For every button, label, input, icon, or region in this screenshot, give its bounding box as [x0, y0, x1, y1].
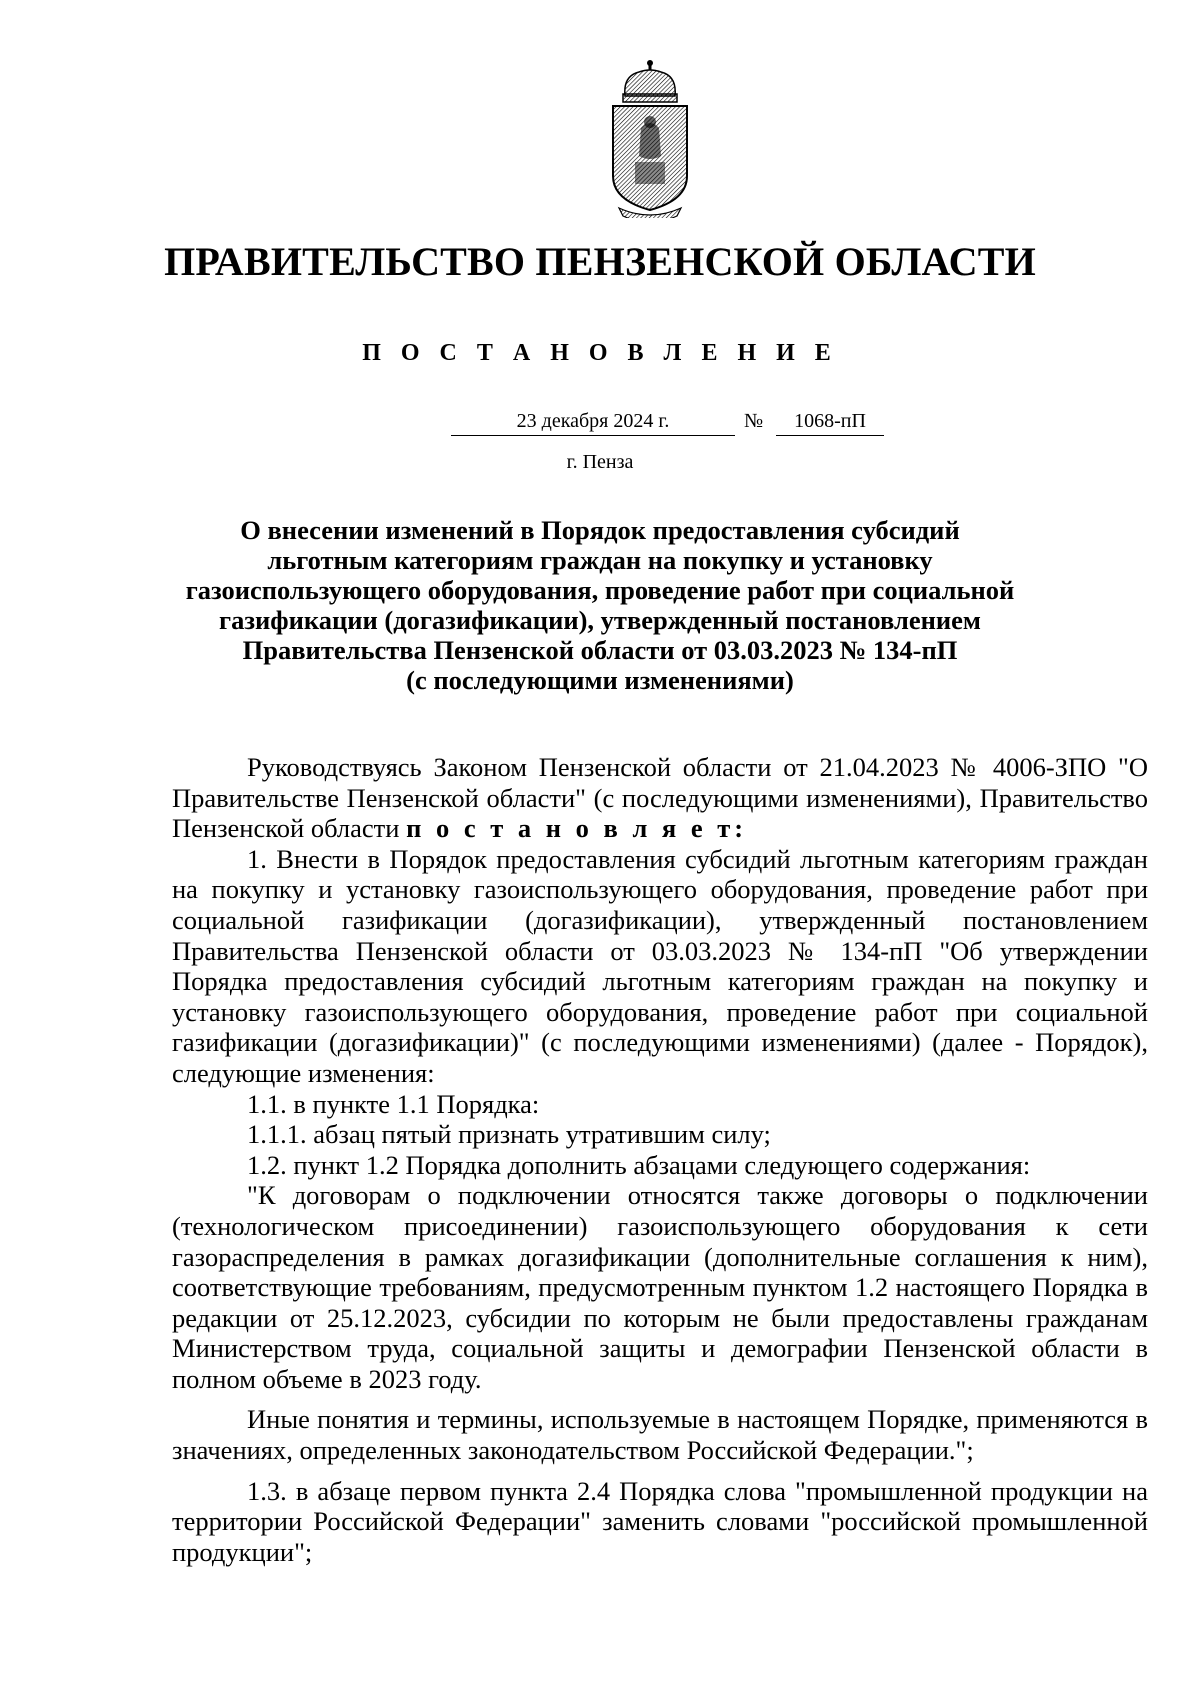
- city: г. Пенза: [566, 451, 634, 473]
- decree-word: п о с т а н о в л я е т:: [406, 813, 748, 844]
- item-1-paragraph: 1. Внести в Порядок предоставления субсидий льготным категориям граждан на покупку и установку газоиспользующего оборудования, проведение работ при социальной газификации (догазификации), утвержденный постановлением Правительства Пензенской области от 03.03.2023 № 134-пП "Об утверждении Порядка предоставления субсидий льготным категориям граждан на покупку и установку газоиспользующего оборудования, проведение работ при социальной газификации (догазификации)" (с последующими изменениями) (далее - Порядок), следующие изменения:: [172, 843, 1148, 1088]
- quote-paragraph-2: Иные понятия и термины, используемые в настоящем Порядке, применяются в значениях, определенных законодательством Российской Федерации.";: [172, 1404, 1148, 1466]
- heading-line: (с последующими изменениями): [406, 665, 794, 695]
- heading-line: О внесении изменений в Порядок предоставления субсидий: [240, 515, 960, 545]
- document-heading: [150, 515, 1050, 695]
- document-body: [172, 752, 1148, 1567]
- heading-line: Правительства Пензенской области от 03.03.2023 № 134-пП: [242, 635, 958, 665]
- item-1-1-paragraph: 1.1. в пункте 1.1 Порядка:: [247, 1088, 540, 1119]
- item-1-2-paragraph: 1.2. пункт 1.2 Порядка дополнить абзацами следующего содержания:: [247, 1149, 1031, 1180]
- heading-line: газоиспользующего оборудования, проведение работ при социальной: [185, 575, 1015, 605]
- quote-paragraph-1: "К договорам о подключении относятся также договоры о подключении (технологическом присоединении) газоиспользующего оборудования к сети газораспределения в рамках догазификации (дополнительные соглашения к ним), соответствующие требованиям, предусмотренным пунктом 1.2 настоящего Порядка в редакции от 25.12.2023, субсидии по которым не были предоставлены гражданам Министерством труда, социальной защиты и демографии Пензенской области в полном объеме в 2023 году.: [172, 1180, 1148, 1394]
- document-number: 1068-пП: [776, 410, 884, 436]
- date-number-line: [451, 410, 884, 440]
- organization-title: ПРАВИТЕЛЬСТВО ПЕНЗЕНСКОЙ ОБЛАСТИ: [164, 239, 1036, 284]
- coat-of-arms-emblem: [605, 58, 695, 218]
- number-sign: №: [744, 410, 764, 432]
- item-1-3-paragraph: 1.3. в абзаце первом пункта 2.4 Порядка слова "промышленной продукции на территории Российской Федерации" заменить словами "российской промышленной продукции";: [172, 1475, 1148, 1567]
- heading-line: газификации (догазификации), утвержденный постановлением: [219, 605, 981, 635]
- preamble-text: Руководствуясь Законом Пензенской области от 21.04.2023 № 4006-ЗПО "О Правительстве Пензенской области" (с последующими изменениями), Правительство Пензенской области: [172, 752, 1148, 844]
- document-date: 23 декабря 2024 г.: [451, 410, 735, 436]
- item-1-1-1-paragraph: 1.1.1. абзац пятый признать утратившим силу;: [247, 1119, 771, 1150]
- preamble-paragraph: [172, 752, 1148, 844]
- heading-line: льготным категориям граждан на покупку и установку: [267, 545, 933, 575]
- document-type: П О С Т А Н О В Л Е Н И Е: [362, 340, 838, 366]
